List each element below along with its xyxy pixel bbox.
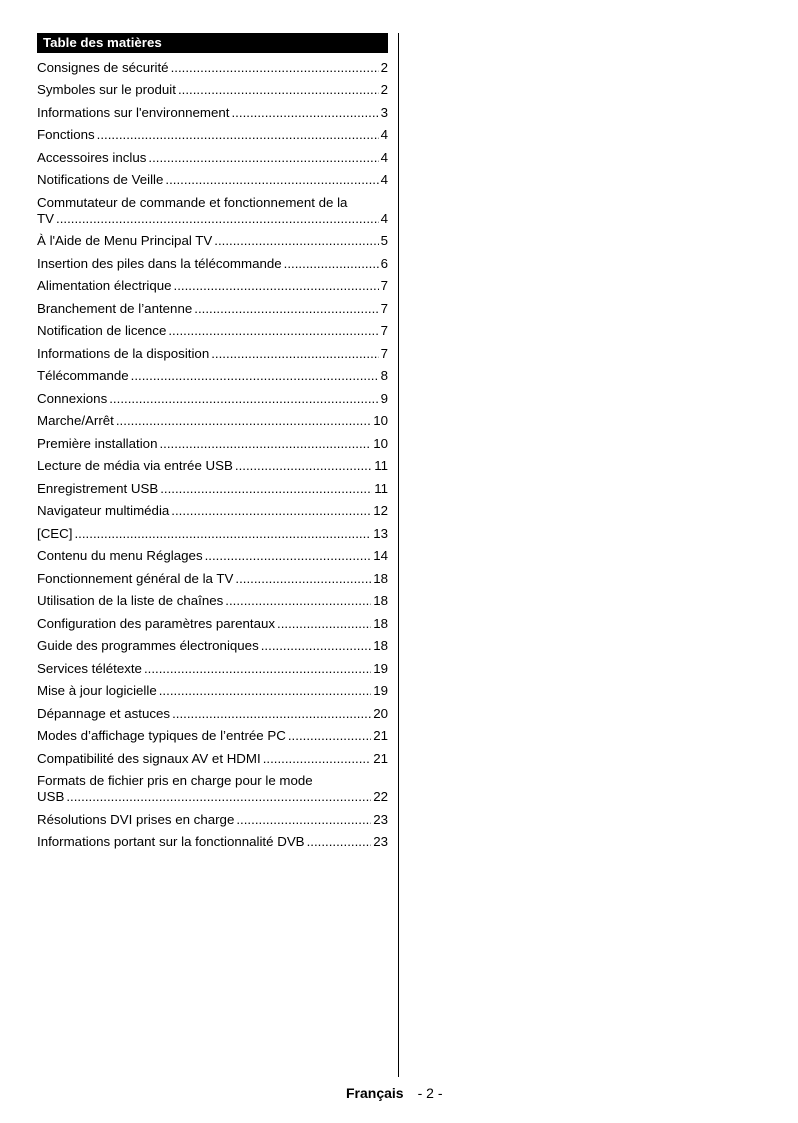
toc-entry-title: Branchement de l’antenne	[37, 300, 193, 316]
toc-entry-notifications-veille[interactable]	[37, 172, 388, 188]
toc-entry-compatibilite-av-hdmi[interactable]	[37, 751, 388, 767]
dot-leader	[144, 661, 371, 677]
toc-entry-page: 7	[380, 278, 388, 293]
toc-entry-page: 10	[373, 413, 388, 428]
toc-entry-title-line1: Formats de fichier pris en charge pour le mode	[37, 773, 313, 788]
dot-leader	[66, 789, 371, 805]
toc-entry-title: À l'Aide de Menu Principal TV	[37, 233, 213, 248]
toc-entry-consignes-securite[interactable]	[37, 60, 388, 76]
toc-entry-fonctionnement-general[interactable]	[37, 571, 388, 587]
toc-entry-title: Informations sur l'environnement	[37, 104, 230, 120]
toc-entry-page: 23	[373, 834, 388, 849]
toc-entry-title: Fonctions	[37, 127, 95, 142]
table-of-contents	[37, 33, 388, 850]
toc-entry-title: Dépannage et astuces	[37, 705, 171, 721]
toc-entry-line2	[37, 211, 388, 227]
dot-leader	[172, 706, 371, 722]
toc-entry-resolutions-dvi[interactable]	[37, 812, 388, 828]
dot-leader	[116, 413, 371, 429]
toc-entry-fonctions[interactable]	[37, 127, 388, 143]
toc-entry-page: 20	[373, 705, 388, 721]
toc-entry-page: 21	[373, 728, 388, 743]
toc-entry-fonctionnalite-dvb[interactable]	[37, 834, 388, 850]
dot-leader	[277, 616, 371, 632]
toc-entry-title: Alimentation électrique	[37, 278, 172, 293]
toc-title: Table des matières	[37, 33, 388, 53]
toc-entry-title: Notification de licence	[37, 323, 167, 338]
toc-entry-menu-principal[interactable]	[37, 233, 388, 249]
toc-entry-title: Télécommande	[37, 368, 129, 383]
toc-entry-title: Marche/Arrêt	[37, 413, 114, 428]
dot-leader	[235, 458, 372, 474]
toc-entry-lecture-media-usb[interactable]	[37, 458, 388, 474]
dot-leader	[178, 82, 379, 98]
toc-entry-title: Première installation	[37, 435, 158, 451]
dot-leader	[261, 638, 371, 654]
dot-leader	[288, 728, 371, 744]
toc-entry-connexions[interactable]	[37, 391, 388, 407]
toc-entry-line2	[37, 789, 388, 805]
toc-entry-page: 7	[380, 323, 388, 338]
page-footer	[346, 1085, 442, 1101]
toc-entry-page: 6	[380, 255, 388, 271]
toc-entry-title: Résolutions DVI prises en charge	[37, 811, 235, 827]
toc-entry-formats-fichier-usb[interactable]	[37, 773, 388, 805]
toc-entry-title: Informations portant sur la fonctionnalité DVB	[37, 834, 305, 849]
column-divider	[398, 33, 399, 1077]
toc-entry-page: 23	[373, 811, 388, 827]
dot-leader	[160, 481, 372, 497]
toc-entry-cec[interactable]	[37, 526, 388, 542]
toc-entry-page: 2	[380, 82, 388, 97]
toc-entry-page: 7	[380, 300, 388, 316]
toc-entry-menu-reglages[interactable]	[37, 548, 388, 564]
toc-entry-premiere-installation[interactable]	[37, 436, 388, 452]
toc-entry-accessoires-inclus[interactable]	[37, 150, 388, 166]
toc-entry-commutateur-commande[interactable]	[37, 195, 388, 227]
toc-entry-symboles-produit[interactable]	[37, 82, 388, 98]
dot-leader	[205, 548, 372, 564]
toc-entry-title: Modes d’affichage typiques de l’entrée PC	[37, 728, 286, 743]
dot-leader	[284, 256, 379, 272]
toc-entry-page: 4	[380, 210, 388, 226]
dot-leader	[174, 278, 379, 294]
dot-leader	[56, 211, 379, 227]
toc-entry-page: 11	[374, 458, 388, 473]
toc-entry-title: Symboles sur le produit	[37, 82, 176, 97]
dot-leader	[131, 368, 379, 384]
toc-entry-telecommande[interactable]	[37, 368, 388, 384]
toc-entry-branchement-antenne[interactable]	[37, 301, 388, 317]
dot-leader	[165, 172, 378, 188]
toc-entry-page: 4	[380, 127, 388, 142]
dot-leader	[159, 683, 371, 699]
dot-leader	[97, 127, 379, 143]
toc-entry-enregistrement-usb[interactable]	[37, 481, 388, 497]
toc-entry-title: Utilisation de la liste de chaînes	[37, 593, 224, 608]
toc-entry-services-teletexte[interactable]	[37, 661, 388, 677]
toc-entry-title: Configuration des paramètres parentaux	[37, 615, 276, 631]
toc-entry-title: Enregistrement USB	[37, 480, 159, 496]
toc-entry-title: Services télétexte	[37, 660, 142, 676]
toc-entry-title: Guide des programmes électroniques	[37, 638, 259, 653]
toc-entry-title: Informations de la disposition	[37, 345, 210, 361]
toc-entry-title: Navigateur multimédia	[37, 503, 170, 518]
toc-entry-liste-chaines[interactable]	[37, 593, 388, 609]
dot-leader	[214, 233, 378, 249]
toc-entry-title: Notifications de Veille	[37, 172, 164, 187]
toc-entry-title: Compatibilité des signaux AV et HDMI	[37, 750, 261, 766]
toc-entry-notification-licence[interactable]	[37, 323, 388, 339]
toc-entry-navigateur-multimedia[interactable]	[37, 503, 388, 519]
toc-entry-page: 21	[373, 750, 388, 766]
dot-leader	[74, 526, 371, 542]
toc-entry-parametres-parentaux[interactable]	[37, 616, 388, 632]
dot-leader	[263, 751, 372, 767]
toc-entry-title-line2: TV	[37, 210, 54, 226]
toc-entry-page: 2	[380, 59, 388, 75]
toc-entry-mise-a-jour[interactable]	[37, 683, 388, 699]
toc-entry-title-line1: Commutateur de commande et fonctionnement de la	[37, 194, 348, 210]
toc-entry-page: 19	[373, 683, 388, 698]
dot-leader	[159, 436, 371, 452]
dot-leader	[235, 571, 371, 587]
toc-entry-page: 12	[373, 503, 388, 518]
toc-entry-title: Mise à jour logicielle	[37, 683, 157, 698]
dot-leader	[171, 503, 371, 519]
toc-entry-marche-arret[interactable]	[37, 413, 388, 429]
toc-entry-title-line2: USB	[37, 789, 65, 804]
toc-entry-page: 18	[373, 638, 388, 653]
toc-entry-page: 19	[373, 660, 388, 676]
toc-entry-title: Contenu du menu Réglages	[37, 548, 203, 563]
toc-entry-title: Insertion des piles dans la télécommande	[37, 255, 282, 271]
toc-entry-page: 10	[373, 435, 388, 451]
toc-entry-page: 11	[374, 480, 388, 496]
toc-entry-title: Accessoires inclus	[37, 149, 147, 165]
toc-entry-informations-disposition[interactable]	[37, 346, 388, 362]
toc-entry-page: 18	[373, 570, 388, 586]
dot-leader	[109, 391, 378, 407]
dot-leader	[236, 812, 371, 828]
toc-entry-page: 22	[373, 789, 388, 804]
footer-page-number: - 2 -	[417, 1085, 443, 1101]
dot-leader	[168, 323, 378, 339]
toc-entry-page: 3	[380, 104, 388, 120]
toc-entry-modes-affichage-pc[interactable]	[37, 728, 388, 744]
toc-entry-page: 14	[373, 548, 388, 563]
toc-entry-alimentation[interactable]	[37, 278, 388, 294]
dot-leader	[231, 105, 378, 121]
dot-leader	[307, 834, 372, 850]
toc-entry-title: [CEC]	[37, 525, 73, 541]
toc-entry-page: 18	[373, 593, 388, 608]
toc-entry-title: Lecture de média via entrée USB	[37, 458, 233, 473]
toc-entry-page: 9	[380, 390, 388, 406]
toc-entry-guide-programmes[interactable]	[37, 638, 388, 654]
toc-entry-page: 5	[380, 233, 388, 248]
dot-leader	[225, 593, 371, 609]
toc-entry-informations-environnement[interactable]	[37, 105, 388, 121]
toc-entry-depannage[interactable]	[37, 706, 388, 722]
toc-entry-page: 4	[380, 149, 388, 165]
toc-entry-page: 13	[373, 525, 388, 541]
toc-entry-title: Consignes de sécurité	[37, 59, 169, 75]
dot-leader	[211, 346, 378, 362]
footer-language: Français	[346, 1085, 404, 1101]
toc-entry-page: 8	[380, 368, 388, 383]
dot-leader	[171, 60, 379, 76]
toc-entry-page: 4	[380, 172, 388, 187]
dot-leader	[194, 301, 378, 317]
toc-entry-insertion-piles[interactable]	[37, 256, 388, 272]
toc-entry-title: Fonctionnement général de la TV	[37, 570, 234, 586]
dot-leader	[148, 150, 378, 166]
toc-entry-page: 7	[380, 345, 388, 361]
toc-entry-page: 18	[373, 615, 388, 631]
toc-entry-title: Connexions	[37, 390, 108, 406]
